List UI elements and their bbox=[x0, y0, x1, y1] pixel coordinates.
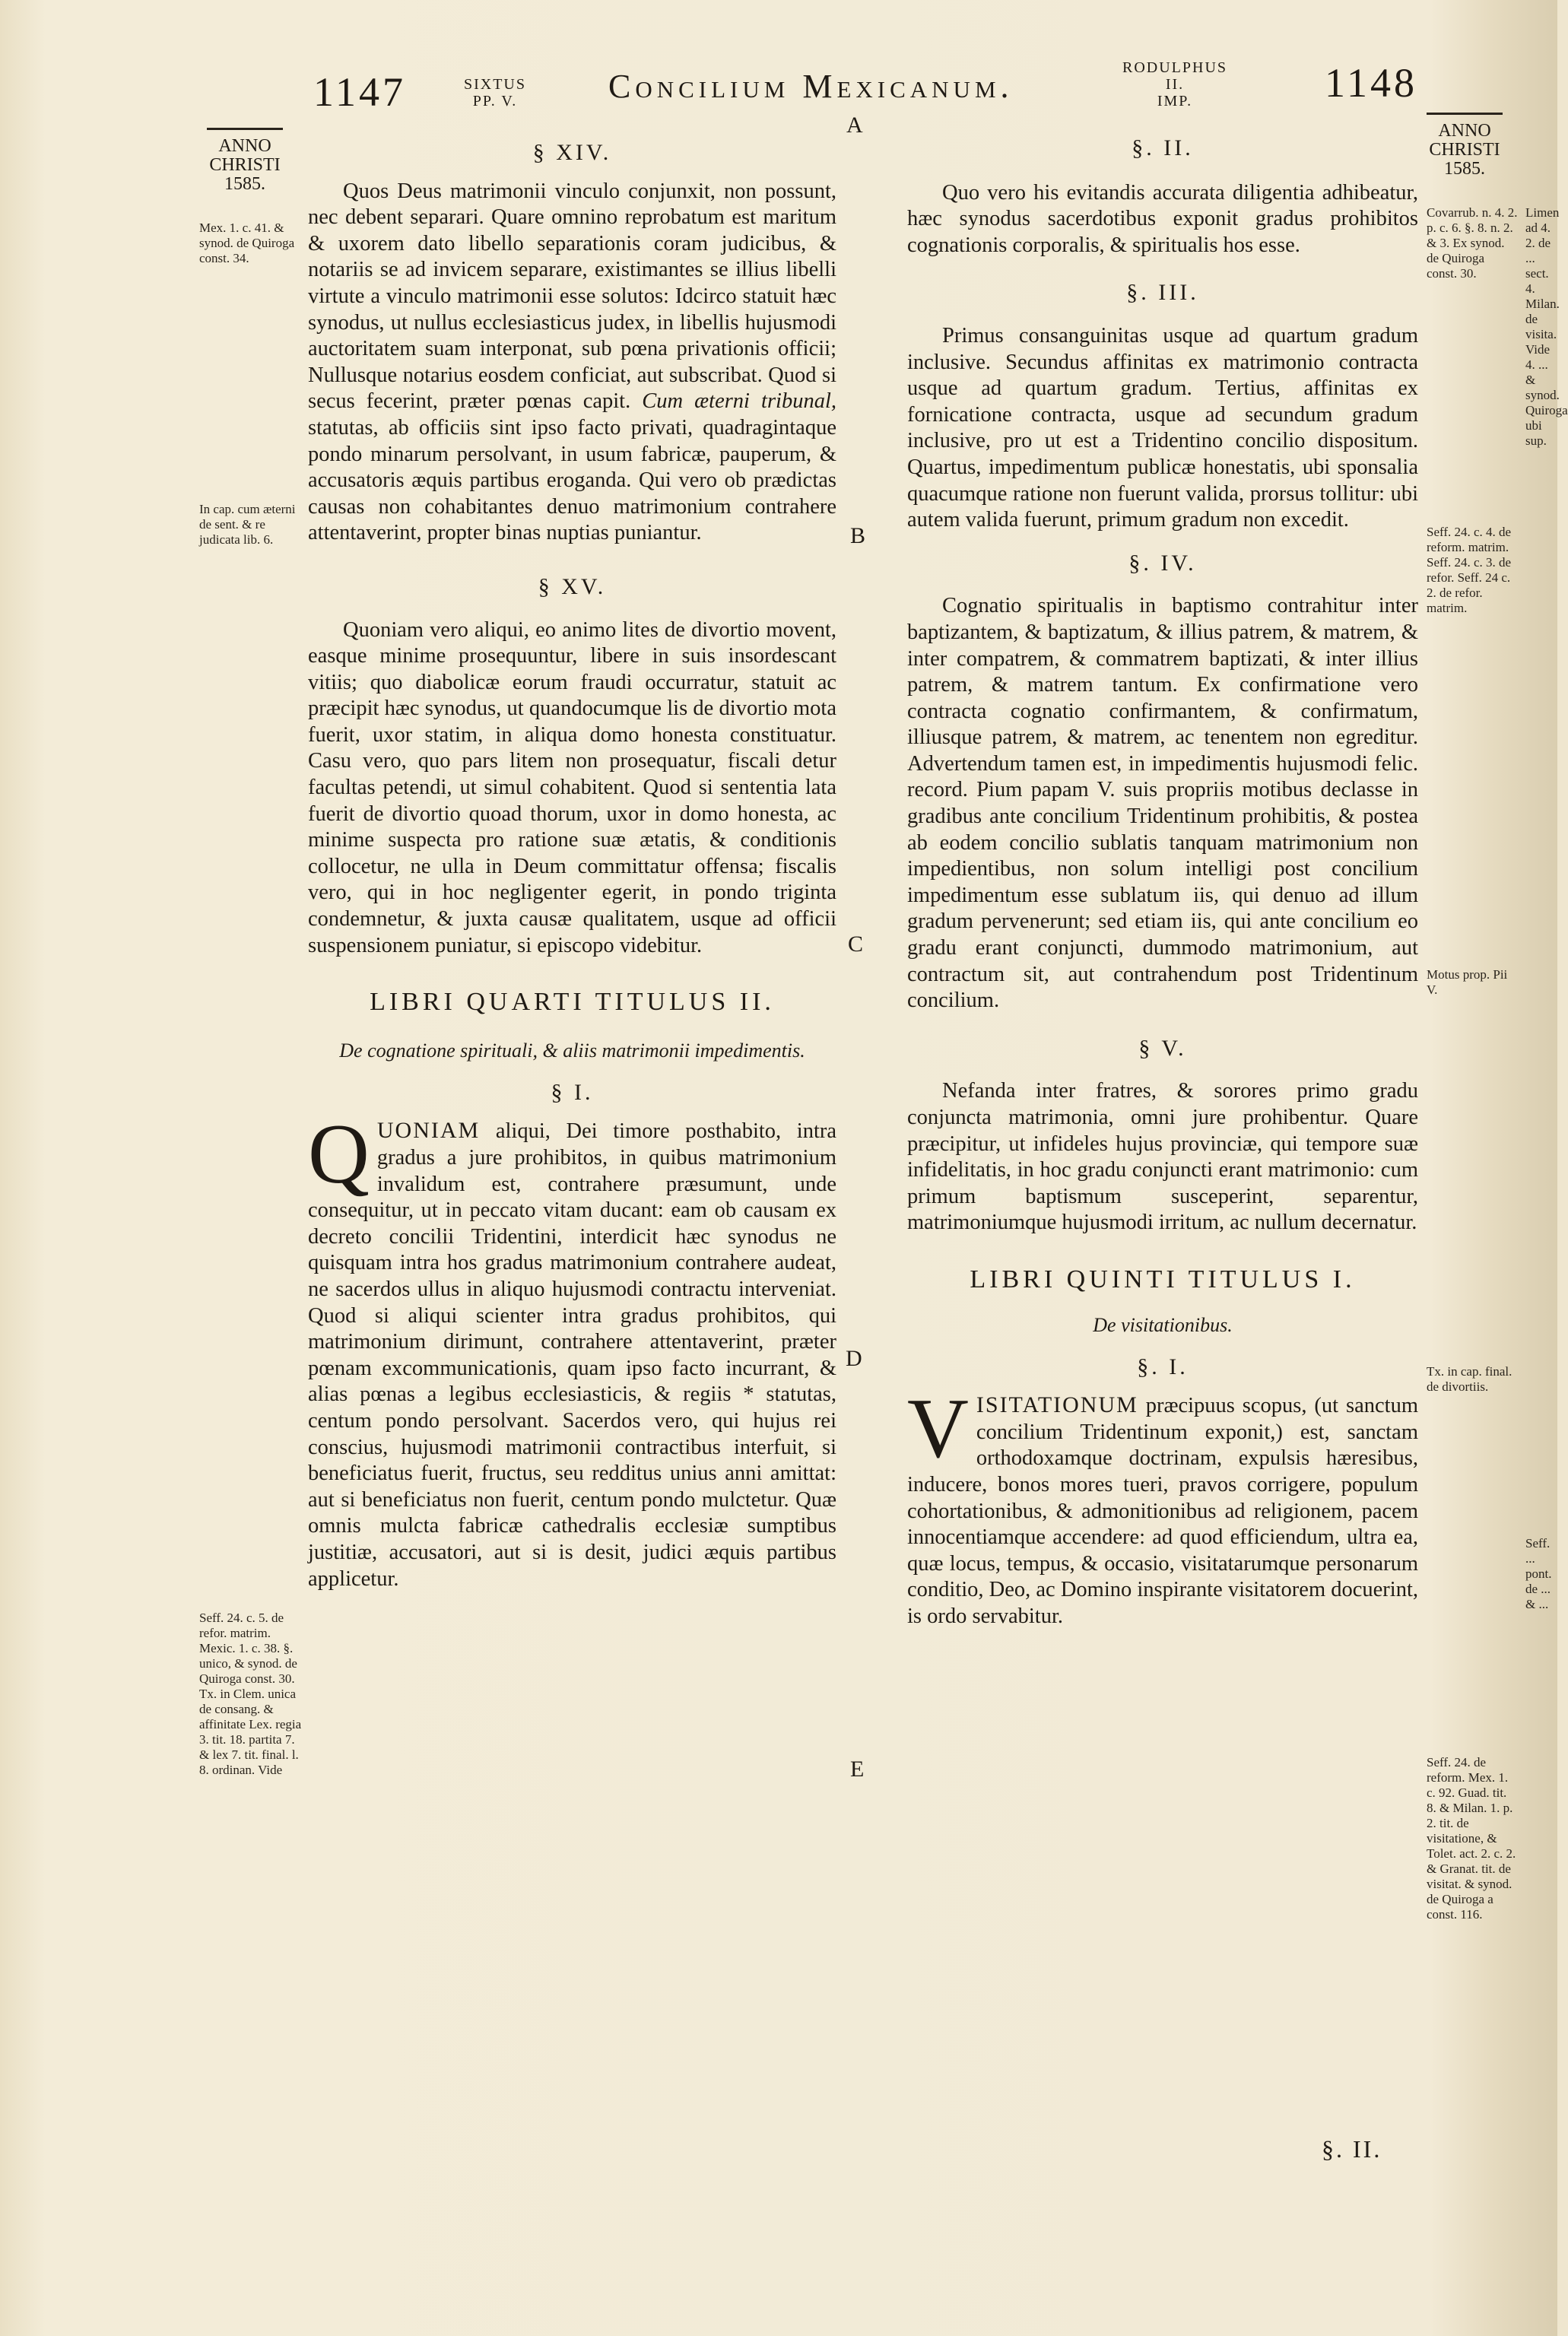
anno-christi-right bbox=[1427, 113, 1503, 179]
margin-note-right-1: Covarrub. n. 4. 2. p. c. 6. §. 8. n. 2. & 3. Ex synod. de Quiroga const. 30. bbox=[1427, 205, 1518, 281]
section-heading: § XV. bbox=[538, 573, 607, 599]
paragraph-text: Quos Deus matrimonii vinculo conjunxit, non possunt, nec debent separari. Quare omnino reprobatum est maritum & uxorem dato libello separationis coram judicibus, & notariis se ad invicem separare, existimantes se illius libelli virtute a vinculo matrimonii esse solutos: Idcirco statuit hæc synodus, ut nullus ecclesiasticus judex, in libellis hujusmodi auctoritatem suam interponat, sub pœna privationis officii; Nullusque notarius eosdem conficiat, aut subscribat. Quod si secus fecerint, præter pœnas capit. bbox=[308, 179, 836, 414]
margin-note-right-2: Seff. 24. c. 4. de reform. matrim. Seff. 24. c. 3. de refor. Seff. 24 c. 2. de refor. matrim. bbox=[1427, 525, 1512, 615]
pope-name: SIXTUS bbox=[463, 76, 526, 93]
capital-word: ISITATIONUM bbox=[976, 1392, 1138, 1418]
paragraph-sec15: Quoniam vero aliqui, eo animo lites de divortio movent, easque minime prosequuntur, libere in suis insordescant vitiis; quo diabolicæ eorum fraudi occurratur, statuit ac præcipit hæc synodus, ut quandocumque lis de divortio mota fuerit, uxor statim, in aliqua domo honesta constituatur. Casu vero, quo pars litem non prosequatur, fiscali detur facultas petendi, ut simul cohabitent. Quod si sententia lata fuerit de divortio quoad thorum, uxor in domo honesta, ac minime suspecta pro ratione suæ ætatis, & conditionis collocetur, ne ulla in Deum committatur offensa; fiscalis vero, qui in hoc negligenter egerit, in pondo triginta condemnetur, & juxta causæ qualitatem, usque ad officii suspensionem puniatur, si episcopo videbitur. bbox=[308, 617, 836, 957]
running-title: Concilium Mexicanum. bbox=[608, 68, 1014, 105]
margin-note-right-5: Seff. 24. de reform. Mex. 1. c. 92. Guad. tit. 8. & Milan. 1. p. 2. tit. de visitatione, & Tolet. act. 2. c. 2. & Granat. tit. de visitat. & synod. de Quiroga a const. 116. bbox=[1427, 1755, 1516, 1922]
margin-letter-c: C bbox=[848, 932, 864, 957]
book-title: LIBRI QUARTI TITULUS II. bbox=[370, 988, 775, 1017]
paragraph-sec1 bbox=[308, 1107, 837, 1592]
anno-label: ANNO bbox=[1438, 121, 1491, 141]
margin-letter-d: D bbox=[846, 1346, 862, 1371]
margin-note-left-3: Seff. 24. c. 5. de refor. matrim. Mexic. 1. c. 38. §. unico, & synod. de Quiroga const. 30. Tx. in Clem. unica de consang. & affinitate Lex. regia 3. tit. 18. partita 7. & lex 7. tit. final. l. 8. ordinan. Vide bbox=[199, 1611, 302, 1777]
section-heading: §. II. bbox=[1132, 135, 1194, 160]
emperor-title: IMP. bbox=[1157, 93, 1193, 110]
margin-letter-b: B bbox=[850, 523, 866, 548]
right-column bbox=[907, 129, 1418, 1630]
section-heading: § V. bbox=[1138, 1035, 1187, 1061]
margin-letter-e: E bbox=[850, 1757, 865, 1782]
margin-note-left-1: Mex. 1. c. 41. & synod. de Quiroga const. 34. bbox=[199, 221, 295, 265]
section-heading: § XIV. bbox=[532, 140, 612, 165]
anno-christi-left bbox=[207, 128, 283, 194]
margin-note-right-3: Motus prop. Pii V. bbox=[1427, 967, 1508, 997]
paragraph-sec4: Cognatio spiritualis in baptismo contrahitur inter baptizantem, & baptizatum, & illius patrem, & matrem, & inter compatrem, & commatrem baptizati, & inter illius patrem, & matrem tantum. Ex confirmatione vero contracta cognatio confirmantem, & confirmatum, illiusque patrem, & matrem, ac tenentem non egreditur. Advertendum tamen est, in impedimentis hujusmodi felic. record. Pium papam V. suis propriis motibus declasse in gradibus ante concilium Tridentinum prohibitis, & postea ab eodem concilio sublatis tanquam matrimonium non impedientibus, non solum intelligi post concilium impedimentum esse sublatum iis, qui denuo ad illum gradum pervenerunt; sed etiam iis, qui ante concilium eo gradu erant conjuncti, dummodo matrimonium, aut contractum sit, aut contrahendum post Tridentinum concilium. bbox=[907, 594, 1418, 1013]
capital-word: UONIAM bbox=[376, 1118, 481, 1144]
book-title: LIBRI QUINTI TITULUS I. bbox=[970, 1265, 1356, 1293]
paragraph-sec14 bbox=[308, 179, 836, 547]
section-heading: §. I. bbox=[1137, 1354, 1189, 1379]
book-subtitle: De visitationibus. bbox=[1093, 1313, 1233, 1336]
paragraph-visitation bbox=[907, 1382, 1418, 1630]
pope-header bbox=[453, 76, 537, 137]
drop-cap: Q bbox=[308, 1107, 370, 1202]
paragraph-sec2: Quo vero his evitandis accurata diligentia adhibeatur, hæc synodus sacerdotibus exponit gradus prohibitos cognationis corporalis, & spiritualis hos esse. bbox=[907, 180, 1418, 257]
edge-note-1: Limen ad 4. 2. de ... sect. 4. Milan. de visita. Vide 4. ... & synod. Quiroga ubi sup. bbox=[1525, 205, 1568, 448]
paragraph-sec5: Nefanda inter fratres, & sorores primo gradu conjuncta matrimonia, omni jure prohibentur. Quare præcipitur, ut infideles hujus provinciæ, qui tempore suæ infidelitatis, in hoc gradu conjuncti erant matrimonio: cum primum baptismum susceperint, separentur, matrimoniumque hujusmodi irritum, ac nullum decernatur. bbox=[907, 1079, 1418, 1235]
drop-cap: V bbox=[907, 1382, 969, 1477]
paragraph-text: aliqui, Dei timore posthabito, intra gradus a jure prohibitos, in quibus matrimonium invalidum est, contrahere præsumunt, unde consequitur, ut in peccato vitam ducant: eam ob causam ex decreto concilii Tridentini, interdicit hæc synodus ne quisquam intra hos gradus matrimonium contrahere audeat, ne sacerdos ullus in aliquo hujusmodi contractu interveniat. Quod si aliqui scienter intra gradus prohibitos, qui matrimonium dirimunt, contrahere attentaverint, præter pœnam excommunicationis, quam ipso facto incurrant, & alias pœnas a legibus ecclesiasticis, & regiis * statutas, centum pondo persolvant. Sacerdos vero, qui hujus rei conscius, hujusmodi matrimonii contractibus interfuit, si beneficiatus fuerit, fructus, seu redditus unius anni amittat: aut si beneficiatus non fuerit, centum pondo mulctetur. Quæ omnis mulcta fabricæ cathedralis ecclesiæ sumptibus justitiæ, accusatori, aut si is desit, judici æquis partibus applicetur. bbox=[308, 1119, 837, 1591]
emperor-header bbox=[1118, 59, 1232, 120]
christi-label: CHRISTI bbox=[1429, 140, 1500, 160]
section-heading: § I. bbox=[551, 1079, 594, 1105]
year-label: 1585. bbox=[224, 174, 265, 194]
paragraph-sec3: Primus consanguinitas usque ad quartum gradum inclusive. Secundus affinitas ex matrimonio contracta usque ad quartum gradum. Tertius, affinitas ex fornicatione contracta, usque ad secundum gradum inclusive, pro ut est a Tridentino concilio dispositum. Quartus, impedimentum publicæ honestatis, ubi sponsalia quacumque ratione non fuerunt valida, prorsus tollitur: ubi autem valida fuerunt, primum gradum non excedit. bbox=[907, 323, 1418, 532]
edge-note-2: Seff. ... pont. de ... & ... bbox=[1525, 1536, 1552, 1611]
section-heading: §. III. bbox=[1126, 280, 1199, 306]
margin-letter-a: A bbox=[846, 113, 863, 138]
left-column bbox=[308, 137, 836, 1592]
christi-label: CHRISTI bbox=[209, 155, 281, 175]
catchword: §. II. bbox=[1322, 2135, 1382, 2163]
page-number-left: 1147 bbox=[313, 69, 406, 115]
pope-title: PP. V. bbox=[472, 93, 518, 110]
emperor-name: RODULPHUS II. bbox=[1122, 59, 1228, 93]
citation-italic: Cum æterni tribunal, bbox=[642, 389, 836, 414]
paragraph-text: præcipuus scopus, (ut sanctum concilium Tridentinum exponit,) est, sanctam orthodoxamque doctrinam, expulsis hæresibus, inducere, bonos mores tueri, pravos corrigere, populum cohortationibus, & admonitionibus ad religionem, pacem innocentiamque accendere: ad quod efficiendum, ultra ea, quæ locus, tempus, & occasio, visitatarumque personarum conditio, Deo, ac Domino inspirante visitatorem docuerint, is ordo servabitur. bbox=[907, 1394, 1418, 1628]
anno-rule bbox=[207, 128, 283, 134]
anno-label: ANNO bbox=[218, 136, 271, 156]
year-label: 1585. bbox=[1444, 159, 1485, 179]
book-subtitle: De cognatione spirituali, & aliis matrimonii impedimentis. bbox=[339, 1039, 805, 1062]
margin-note-right-4: Tx. in cap. final. de divortiis. bbox=[1427, 1364, 1512, 1394]
margin-note-left-2: In cap. cum æterni de sent. & re judicata lib. 6. bbox=[199, 502, 296, 547]
anno-rule bbox=[1427, 113, 1503, 119]
section-heading: §. IV. bbox=[1128, 550, 1197, 576]
paragraph-text: statutas, ab officiis sint ipso facto privati, quadragintaque pondo minarum persolvant, in usum fabricæ, pauperum, & accusatoris æquis partibus eroganda. Qui vero ob prædictas causas non cohabitantes denuo matrimonium contrahere attentaverint, propter binas nuptias puniantur. bbox=[308, 415, 836, 545]
page-number-right: 1148 bbox=[1325, 60, 1417, 106]
